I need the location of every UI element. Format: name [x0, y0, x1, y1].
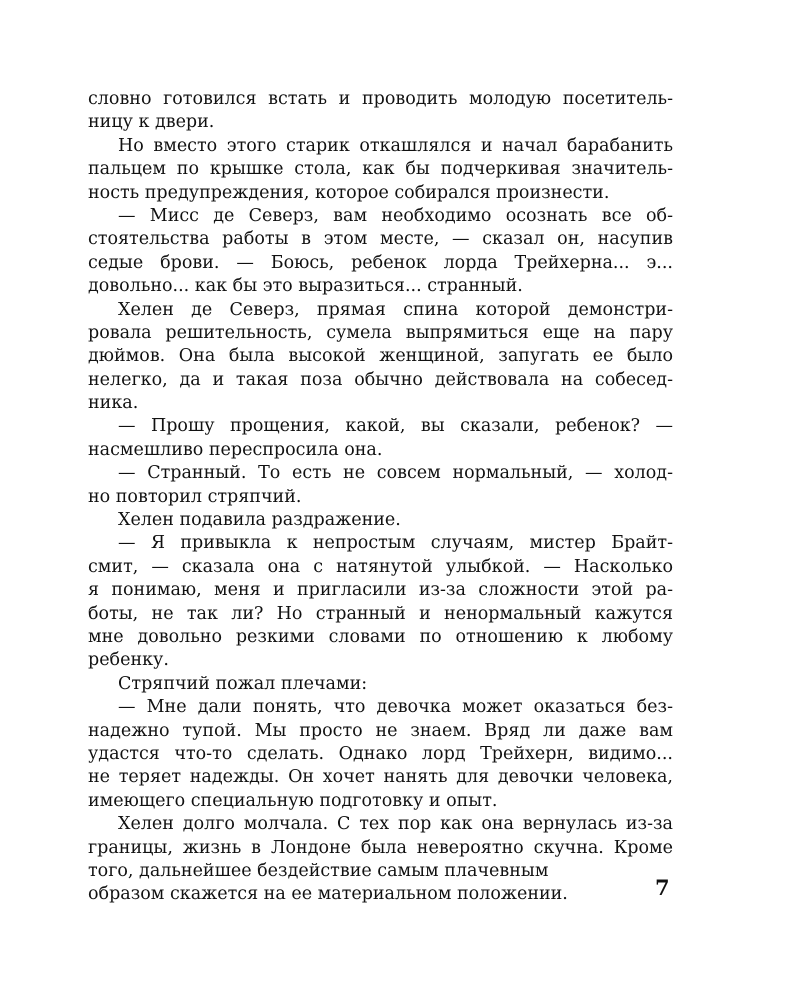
text-line: стоятельства работы в этом месте, — сказал он, насупив	[88, 229, 673, 250]
text-line: дюймов. Она была высокой женщиной, запугать ее было	[88, 346, 673, 367]
text-line: Хелен долго молчала. С тех пор как она вернулась из-за	[118, 814, 673, 835]
text-line: ребенку.	[88, 650, 169, 671]
text-line: Хелен подавила раздражение.	[118, 510, 401, 531]
text-line: границы, жизнь в Лондоне была невероятно скучна. Кроме	[88, 837, 673, 858]
text-line: того, дальнейшее бездействие самым плачевным	[88, 860, 549, 881]
text-line: ницу к двери.	[88, 112, 215, 133]
text-line: — Прошу прощения, какой, вы сказали, ребенок? —	[118, 416, 673, 437]
text-line: имеющего специальную подготовку и опыт.	[88, 790, 498, 811]
text-line: удастся что-то сделать. Однако лорд Трейхерн, видимо...	[88, 743, 673, 764]
text-line: нелегко, да и такая поза обычно действовала на собесед-	[88, 369, 673, 390]
text-line: ность предупреждения, которое собирался произнести.	[88, 182, 610, 203]
text-line: седые брови. — Боюсь, ребенок лорда Трейхерна... э...	[88, 252, 673, 273]
text-line: довольно... как бы это выразиться... странный.	[88, 276, 523, 297]
text-line: смит, — сказала она с натянутой улыбкой. — Насколько	[88, 556, 673, 577]
text-line: Хелен де Северз, прямая спина которой демонстри-	[118, 299, 673, 320]
text-line: надежно тупой. Мы просто не знаем. Вряд ли даже вам	[88, 720, 673, 741]
text-line: — Мисс де Северз, вам необходимо осознать все об-	[118, 205, 673, 226]
text-line: я понимаю, меня и пригласили из-за сложности этой ра-	[88, 580, 673, 601]
text-line: — Странный. То есть не совсем нормальный, — холод-	[118, 463, 673, 484]
text-line: пальцем по крышке стола, как бы подчеркивая значитель-	[88, 159, 673, 180]
text-line: ника.	[88, 393, 139, 414]
text-line: Стряпчий пожал плечами:	[118, 673, 368, 694]
text-line: мне довольно резкими словами по отношению к любому	[88, 626, 673, 647]
body-text	[88, 88, 673, 907]
text-line: словно готовился встать и проводить молодую посетитель-	[88, 89, 673, 109]
text-line: ровала решительность, сумела выпрямиться еще на пару	[88, 322, 673, 343]
text-line: образом скажется на ее материальном положении.	[88, 884, 568, 905]
text-line: боты, не так ли? Но странный и ненормальный кажутся	[88, 603, 673, 624]
text-line: не теряет надежды. Он хочет нанять для девочки человека,	[88, 767, 673, 788]
page-number: 7	[655, 875, 670, 900]
text-line: Но вместо этого старик откашлялся и начал барабанить	[118, 135, 673, 156]
text-line: но повторил стряпчий.	[88, 486, 302, 507]
text-line: насмешливо переспросила она.	[88, 439, 383, 460]
text-line: — Я привыкла к непростым случаям, мистер Брайт-	[118, 533, 673, 554]
text-line: — Мне дали понять, что девочка может оказаться без-	[118, 697, 673, 718]
